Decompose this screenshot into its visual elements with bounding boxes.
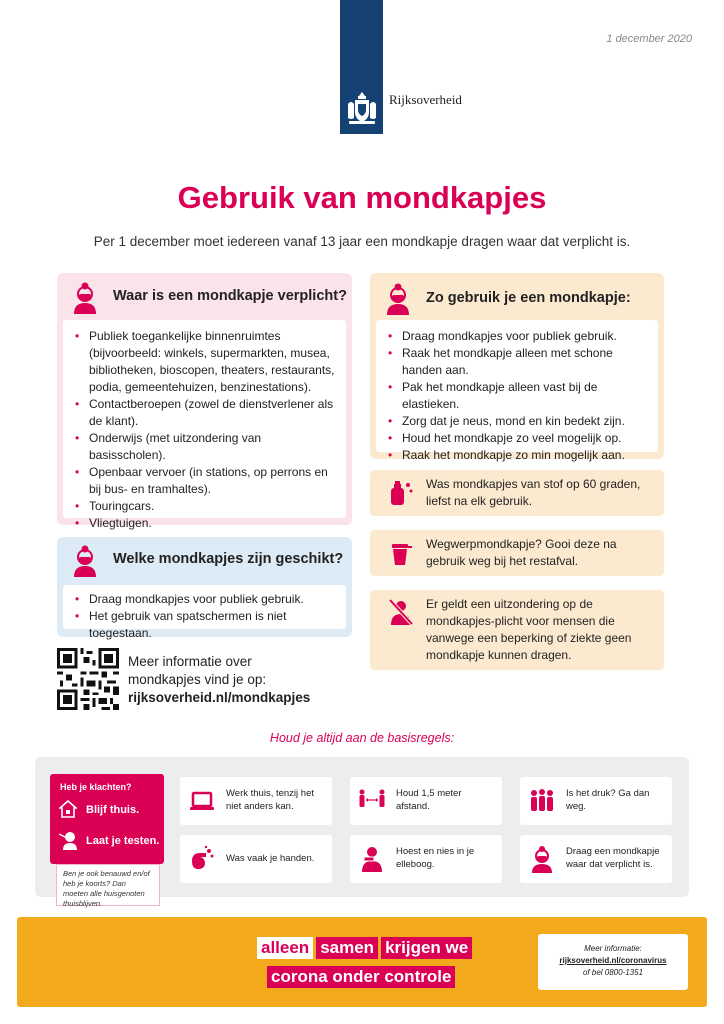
list-item: • Vliegtuigen.	[75, 515, 336, 532]
logo-text: Rijksoverheid	[389, 92, 462, 107]
mondkapjes-link[interactable]: rijksoverheid.nl/mondkapjes	[128, 690, 311, 705]
mask-person-icon	[528, 845, 556, 873]
where-required-card	[63, 320, 346, 530]
wash-detergent-icon	[388, 479, 414, 507]
more-info-line2: mondkapjes vind je op:	[128, 672, 267, 687]
no-mask-icon	[388, 598, 414, 626]
list-item: • Onderwijs (met uitzondering van basisscholen).	[75, 430, 336, 464]
list-item: • Raak het mondkapje alleen met schone handen aan.	[388, 345, 648, 379]
where-required-heading: Waar is een mondkapje verplicht?	[113, 288, 347, 304]
rule-text: Werk thuis, tenzij het niet anders kan.	[226, 788, 315, 812]
cough-elbow-icon	[358, 845, 386, 873]
tip-exception	[370, 590, 664, 670]
mask-person-icon	[71, 545, 99, 577]
complaints-heading: Heb je klachten?	[60, 782, 132, 792]
which-suitable-list	[63, 585, 346, 648]
slogan-word: alleen	[257, 937, 313, 959]
list-item: • Raak het mondkapje zo min mogelijk aan.	[388, 447, 648, 464]
laptop-icon	[188, 787, 216, 815]
how-to-use-card	[376, 320, 658, 462]
tip-wash	[370, 470, 664, 516]
stay-home-text: Blijf thuis.	[86, 804, 140, 816]
mask-person-icon	[384, 283, 412, 315]
distance-icon	[358, 787, 386, 815]
trash-bin-icon	[388, 539, 414, 567]
list-item: • Openbaar vervoer (in stations, op perrons en bij bus- en tramhaltes).	[75, 464, 336, 498]
which-suitable-card	[63, 585, 346, 640]
list-item: • Draag mondkapjes voor publiek gebruik.	[388, 328, 648, 345]
list-item: • Zorg dat je neus, mond en kin bedekt zijn.	[388, 413, 648, 430]
slogan-word: samen	[316, 937, 378, 959]
list-item: • Het gebruik van spatschermen is niet toegestaan.	[75, 608, 336, 642]
complaints-note: Ben je ook benauwd en/of heb je koorts? Dan moeten alle huisgenoten thuisblijven.	[56, 864, 160, 906]
tip-exception-text: Er geldt een uitzondering op de mondkapjes-plicht voor mensen die vanwege een beperking of ziekte geen mondkapje kunnen dragen.	[426, 597, 632, 662]
rule-mask	[520, 835, 672, 883]
coronavirus-link[interactable]: rijksoverheid.nl/coronavirus	[559, 956, 667, 965]
how-to-use-list	[376, 320, 658, 470]
rule-cough	[350, 835, 502, 883]
where-required-list	[63, 320, 346, 538]
list-item: • Draag mondkapjes voor publiek gebruik.	[75, 591, 336, 608]
list-item: • Houd het mondkapje zo veel mogelijk op.	[388, 430, 648, 447]
tip-wash-text: Was mondkapjes van stof op 60 graden, liefst na elk gebruik.	[426, 477, 641, 508]
page-subtitle: Per 1 december moet iedereen vanaf 13 jaar een mondkapje dragen waar dat verplicht is.	[93, 234, 631, 249]
coat-of-arms-icon	[344, 88, 380, 128]
footer-info-label: Meer informatie:	[584, 944, 642, 953]
slogan-line1	[257, 937, 475, 959]
qr-code[interactable]	[57, 648, 119, 710]
slogan-phrase: corona onder controle	[267, 966, 455, 988]
tip-disposable	[370, 530, 664, 576]
rule-text: Hoest en nies in je elleboog.	[396, 846, 475, 870]
more-info-line1: Meer informatie over	[128, 654, 252, 669]
how-to-use-heading: Zo gebruik je een mondkapje:	[426, 290, 631, 306]
where-required-panel	[57, 273, 352, 530]
slogan-word: krijgen we	[381, 937, 472, 959]
list-item: • Contactberoepen (zowel de dienstverlener als de klant).	[75, 396, 336, 430]
slogan-line2	[267, 966, 458, 988]
get-tested-text: Laat je testen.	[86, 835, 160, 847]
more-info	[128, 653, 310, 707]
rule-text: Draag een mondkapje waar dat verplicht is.	[566, 846, 660, 870]
complaints-box	[50, 774, 164, 864]
rule-text: Houd 1,5 meter afstand.	[396, 788, 462, 812]
rule-distance	[350, 777, 502, 825]
rule-text: Was vaak je handen.	[226, 853, 315, 864]
footer-info-phone: of bel 0800-1351	[582, 968, 644, 977]
rule-work-home	[180, 777, 332, 825]
document-date: 1 december 2020	[606, 33, 692, 45]
which-suitable-heading: Welke mondkapjes zijn geschikt?	[113, 551, 344, 567]
rule-text: Is het druk? Ga dan weg.	[566, 788, 650, 812]
list-item: • Publiek toegankelijke binnenruimtes (bijvoorbeeld: winkels, supermarkten, musea, bibliotheken, bioscopen, theaters, restaurants, podia, gemeentehuizen, benzinestations).	[75, 328, 336, 396]
tip-disposable-text: Wegwerpmondkapje? Gooi deze na gebruik weg bij het restafval.	[426, 537, 617, 568]
test-swab-icon	[59, 830, 77, 850]
which-suitable-panel	[57, 537, 352, 640]
list-item: • Pak het mondkapje alleen vast bij de elastieken.	[388, 379, 648, 413]
list-item: • Touringcars.	[75, 498, 336, 515]
basisregels-heading: Houd je altijd aan de basisregels:	[269, 731, 455, 745]
rule-crowd	[520, 777, 672, 825]
rule-wash-hands	[180, 835, 332, 883]
how-to-use-panel	[370, 273, 664, 462]
footer-info-box	[538, 934, 688, 990]
crowd-icon	[528, 787, 556, 815]
mask-person-icon	[71, 282, 99, 314]
page-title: Gebruik van mondkapjes	[177, 180, 547, 215]
hand-wash-icon	[188, 845, 216, 873]
house-icon	[59, 800, 77, 818]
